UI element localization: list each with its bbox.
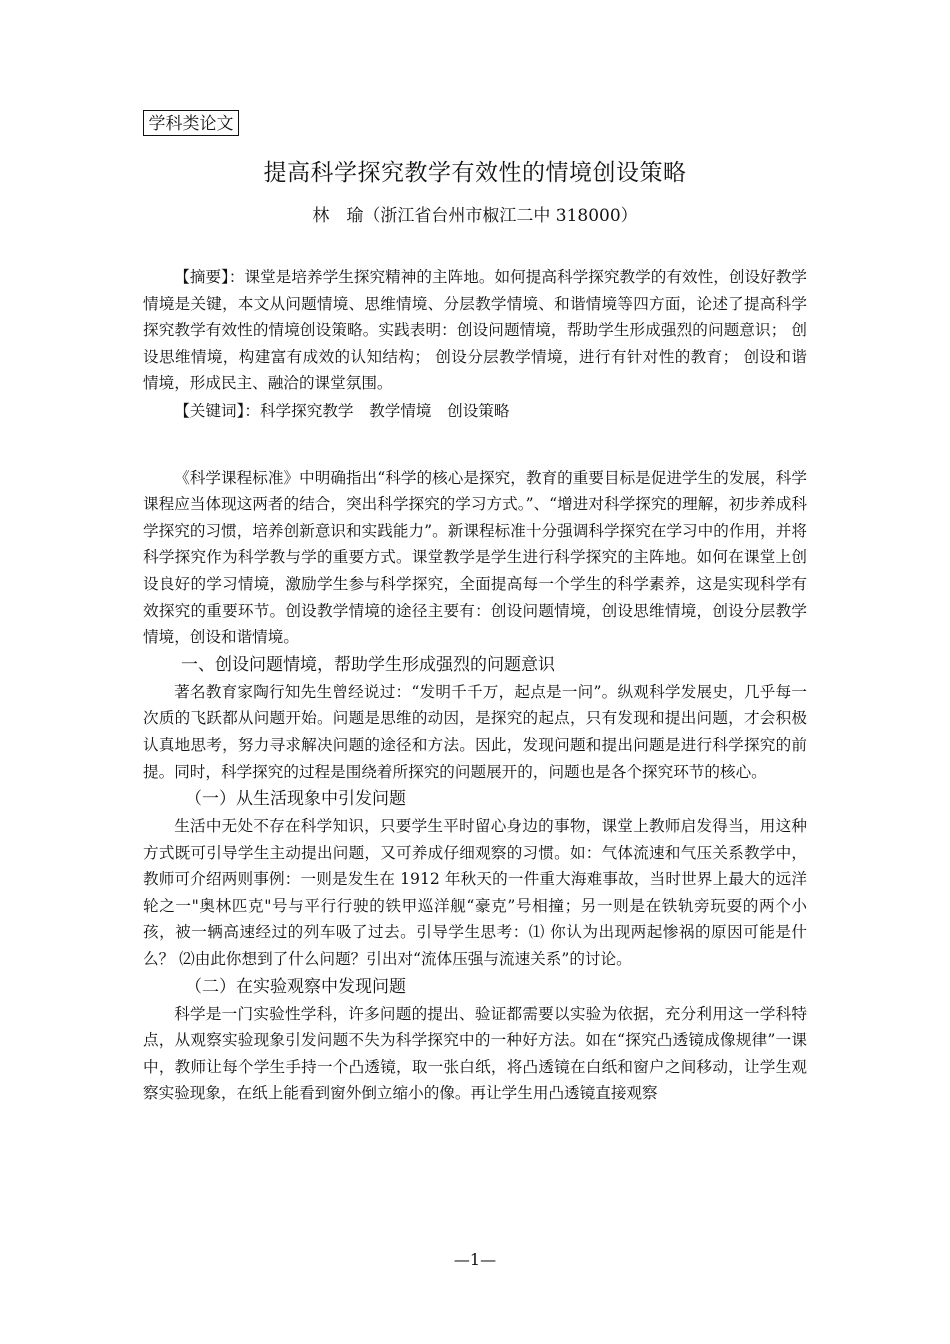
spacer <box>143 425 807 465</box>
keywords <box>143 398 807 425</box>
keyword-item: 教学情境 <box>369 401 432 420</box>
subsection-heading-2: （二）在实验观察中发现问题 <box>185 976 406 997</box>
subsection-1-paragraph: 生活中无处不存在科学知识，只要学生平时留心身边的事物，课堂上教师启发得当，用这种方式既可引导学生主动提出问题，又可养成仔细观察的习惯。如：气体流速和气压关系教学中，教师可介绍两则事例：一则是发生在 1912 年秋天的一件重大海难事故，当时世界上最大的远洋轮之一"奥林匹克"号与平行行驶的铁甲巡洋舰“豪克”号相撞；另一则是在铁轨旁玩耍的两个小孩，被一辆高速经过的列车吸了过去。引导学生思考：⑴ 你认为出现两起惨祸的原因可能是什么？ ⑵由此你想到了什么问题？引出对“流体压强与流速关系”的讨论。 <box>143 817 807 969</box>
subsection-heading-1: （一）从生活现象中引发问题 <box>185 789 406 810</box>
subsection-2-paragraph: 科学是一门实验性学科，许多问题的提出、验证都需要以实验为依据，充分利用这一学科特点，从观察实验现象引发问题不失为科学探究中的一种好方法。如在“探究凸透镜成像规律”一课中，教师让每个学生手持一个凸透镜，取一张白纸，将凸透镜在白纸和窗户之间移动，让学生观察实验现象，在纸上能看到窗外倒立缩小的像。再让学生用凸透镜直接观察 <box>143 1004 807 1103</box>
section-heading-1: 一、创设问题情境，帮助学生形成强烈的问题意识 <box>181 654 555 675</box>
page-number: —1— <box>453 1250 497 1269</box>
abstract <box>143 264 807 397</box>
category-label: 学科类论文 <box>143 110 239 136</box>
keywords-label: 【关键词】： <box>174 401 260 420</box>
abstract-label: 【摘要】： <box>174 268 245 286</box>
section-1-paragraph: 著名教育家陶行知先生曾经说过：“发明千千万，起点是一问”。纵观科学发展史，几乎每一次质的飞跃都从问题开始。问题是思维的动因，是探究的起点，只有发现和提出问题，才会积极认真地思考，努力寻求解决问题的途径和方法。因此，发现问题和提出问题是进行科学探究的前提。同时，科学探究的过程是围绕着所探究的问题展开的，问题也是各个探究环节的核心。 <box>143 682 807 781</box>
intro-paragraph: 《科学课程标准》中明确指出“科学的核心是探究，教育的重要目标是促进学生的发展，科学课程应当体现这两者的结合，突出科学探究的学习方式。”、“增进对科学探究的理解，初步养成科学探究的习惯，培养创新意识和实践能力”。新课程标准十分强调科学探究在学习中的作用，并将科学探究作为科学教与学的重要方式。课堂教学是学生进行科学探究的主阵地。如何在课堂上创设良好的学习情境，激励学生参与科学探究，全面提高每一个学生的科学素养，这是实现科学有效探究的重要环节。创设教学情境的途径主要有：创设问题情境，创设思维情境，创设分层教学情境，创设和谐情境。 <box>143 468 807 647</box>
keyword-item: 创设策略 <box>447 401 510 420</box>
author-affiliation: 林 瑜（浙江省台州市椒江二中 318000） <box>312 206 638 226</box>
paper-body <box>143 264 807 1107</box>
abstract-text: 课堂是培养学生探究精神的主阵地。如何提高科学探究教学的有效性，创设好教学情境是关键，本文从问题情境、思维情境、分层教学情境、和谐情境等四方面，论述了提高科学探究教学有效性的情境创设策略。实践表明：创设问题情境，帮助学生形成强烈的问题意识； 创设思维情境，构建富有成效的认知结构； 创设分层教学情境，进行有针对性的教育； 创设和谐情境，形成民主、融洽的课堂氛围。 <box>143 268 807 393</box>
keyword-item: 科学探究教学 <box>259 401 354 420</box>
paper-title: 提高科学探究教学有效性的情境创设策略 <box>263 160 687 186</box>
